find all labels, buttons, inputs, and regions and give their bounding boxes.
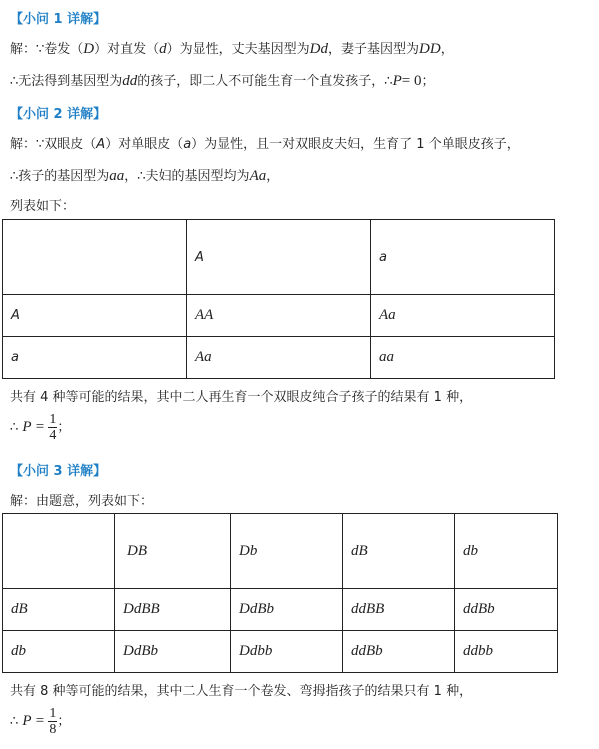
section-header-q3: 【小问 3 详解】: [10, 464, 107, 479]
q2-line1: [10, 133, 520, 152]
q1-l2-mid: 的孩子，即二人不可能生育一个直发孩子，∴: [137, 74, 393, 89]
table-corner-cell: [3, 220, 187, 295]
table-row: [3, 514, 558, 589]
q2-p-end: ；: [57, 420, 71, 435]
q2-list-label: 列表如下：: [10, 199, 76, 214]
table-cell: ddBB: [343, 589, 455, 631]
q2-p-fraction: [48, 412, 57, 443]
q1-l1-d: d: [159, 41, 167, 57]
section-header-q2: 【小问 2 详解】: [10, 107, 107, 122]
q2-result-text: 共有 4 种等可能的结果，其中二人再生育一个双眼皮纯合子孩子的结果有 1 种，: [10, 390, 473, 405]
q1-l2-prefix: ∴无法得到基因型为: [10, 74, 123, 89]
q1-l1-mid2: ）为显性，丈夫基因型为: [166, 42, 310, 57]
fraction-numerator: 1: [49, 412, 57, 427]
table-cell: aa: [371, 337, 555, 379]
table-row-header: db: [3, 631, 115, 673]
q1-l1-Dd: Dd: [309, 41, 328, 57]
q1-l2-P: P: [392, 73, 402, 89]
table-header-cell: A: [187, 220, 371, 295]
q1-line2: [10, 70, 434, 90]
q1-l2-eq: = 0: [401, 73, 422, 89]
q1-l1-mid: ）对直发（: [94, 42, 160, 57]
table-cell: Ddbb: [231, 631, 343, 673]
q1-l1-end: ，: [440, 42, 454, 57]
q2-l1-A: A: [96, 137, 106, 152]
q2-l2-Aa: Aa: [249, 168, 267, 184]
section-header-q1: 【小问 1 详解】: [10, 12, 107, 27]
q3-p-end: ；: [57, 714, 71, 729]
q2-l1-prefix: 解：∵双眼皮（: [10, 137, 97, 152]
q2-l1-end: ）为显性，且一对双眼皮夫妇，生育了 1 个单眼皮孩子，: [191, 137, 520, 152]
table-corner-cell: [3, 514, 115, 589]
table-row: [3, 631, 558, 673]
q2-l2-prefix: ∴孩子的基因型为: [10, 169, 110, 184]
fraction-denominator: 8: [49, 722, 57, 737]
table-cell: AA: [187, 295, 371, 337]
fraction-numerator: 1: [49, 706, 57, 721]
q2-line2: [10, 165, 279, 185]
q2-p-prefix: ∴: [10, 420, 19, 435]
q3-line1: 解：由题意，列表如下：: [10, 494, 154, 509]
q2-p-eq: =: [35, 419, 45, 435]
table-cell: Aa: [371, 295, 555, 337]
q2-l2-end: ，: [266, 169, 280, 184]
q3-p-fraction: [48, 706, 57, 737]
table-cell: DdBB: [115, 589, 231, 631]
q2-l2-mid: ，∴夫妇的基因型均为: [124, 169, 250, 184]
fraction-denominator: 4: [49, 428, 57, 443]
q1-l2-end: ；: [421, 74, 435, 89]
q1-l1-mid3: ，妻子基因型为: [328, 42, 420, 57]
q2-p-var: P: [22, 419, 32, 435]
q3-p-prefix: ∴: [10, 714, 19, 729]
table-row-header: a: [3, 337, 187, 379]
table-cell: Aa: [187, 337, 371, 379]
q2-punnett-table: [2, 219, 555, 379]
table-row-header: A: [3, 295, 187, 337]
table-row: [3, 589, 558, 631]
q2-l1-mid: ）对单眼皮（: [105, 137, 184, 152]
q3-punnett-table: [2, 513, 558, 673]
table-header-cell: Db: [231, 514, 343, 589]
q3-p-var: P: [22, 713, 32, 729]
table-row: [3, 337, 555, 379]
q3-p-eq: =: [35, 713, 45, 729]
q1-l2-dd: dd: [122, 73, 138, 89]
q1-l1-prefix: 解：∵卷发（: [10, 42, 84, 57]
table-cell: ddbb: [455, 631, 558, 673]
q1-l1-D: D: [83, 41, 95, 57]
table-row: [3, 220, 555, 295]
q2-l2-aa: aa: [109, 168, 125, 184]
table-row-header: dB: [3, 589, 115, 631]
q3-probability: [10, 706, 70, 737]
q2-probability: [10, 412, 70, 443]
table-header-cell: DB: [115, 514, 231, 589]
table-cell: DdBb: [115, 631, 231, 673]
q1-l1-DD: DD: [419, 41, 441, 57]
q2-l1-a: a: [183, 137, 192, 152]
q3-result-text: 共有 8 种等可能的结果，其中二人生育一个卷发、弯拇指孩子的结果只有 1 种，: [10, 684, 473, 699]
table-cell: ddBb: [343, 631, 455, 673]
table-header-cell: db: [455, 514, 558, 589]
table-header-cell: a: [371, 220, 555, 295]
table-header-cell: dB: [343, 514, 455, 589]
table-cell: ddBb: [455, 589, 558, 631]
table-row: [3, 295, 555, 337]
q1-line1: [10, 38, 454, 58]
table-cell: DdBb: [231, 589, 343, 631]
